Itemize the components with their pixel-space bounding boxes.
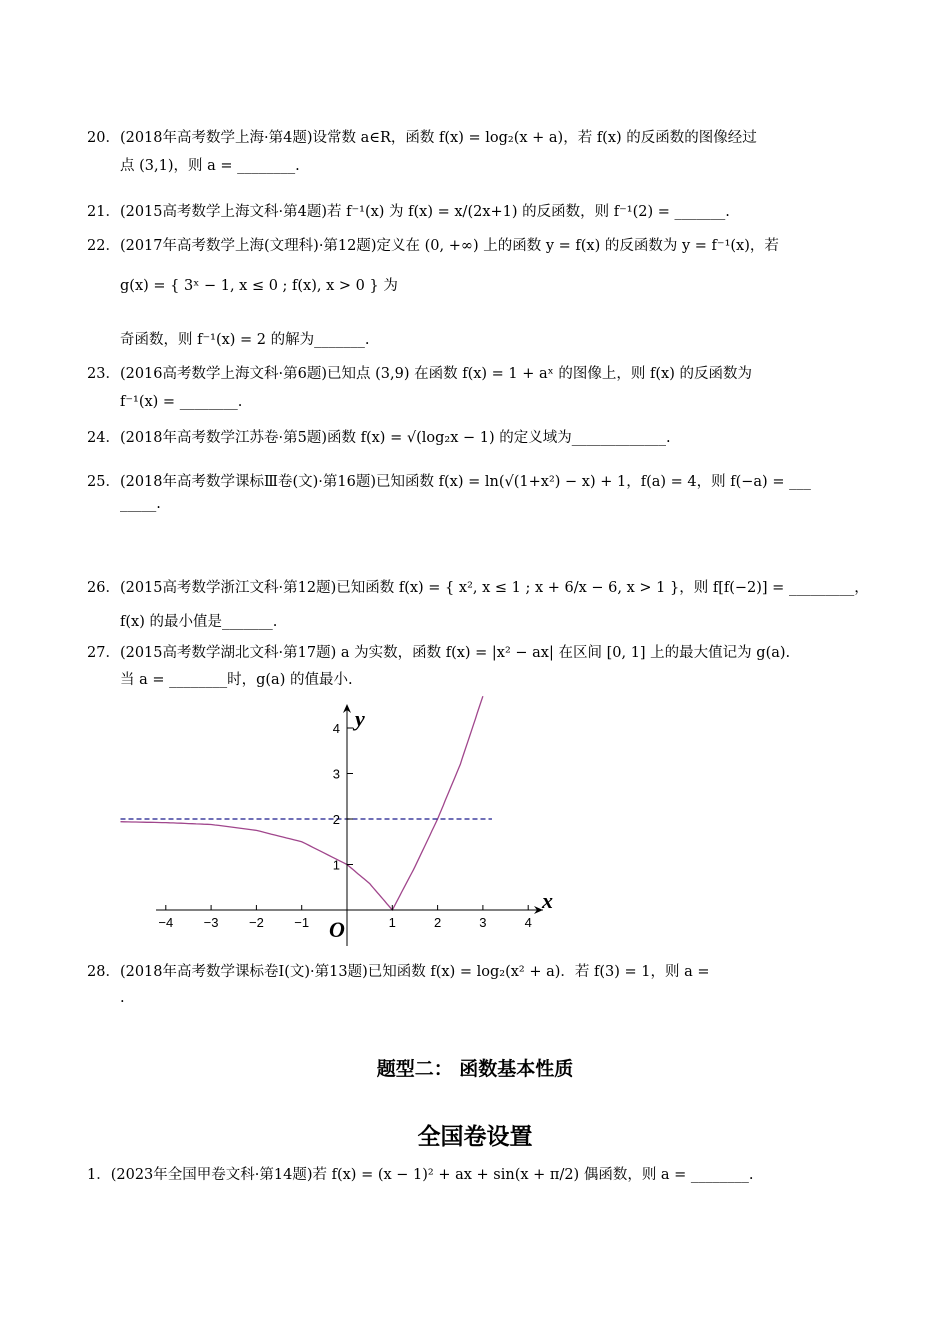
q20-line1: 20．(2018年高考数学上海·第4题)设常数 a∈R，函数 f(x) = log₂(x + a)，若 f(x) 的反函数的图像经过 bbox=[87, 130, 757, 146]
q23-line1: 23．(2016高考数学上海文科·第6题)已知点 (3,9) 在函数 f(x) = 1 + aˣ 的图像上，则 f(x) 的反函数为 bbox=[87, 366, 752, 382]
q26-line1: 26．(2015高考数学浙江文科·第12题)已知函数 f(x) = { x², x ≤ 1 ; x + 6/x − 6, x > 1 }，则 f[f(−2)] = _________， bbox=[87, 580, 869, 596]
q25-line1: 25．(2018年高考数学课标Ⅲ卷(文)·第16题)已知函数 f(x) = ln(√(1+x²) − x) + 1，f(a) = 4，则 f(−a) = ___ bbox=[87, 474, 811, 490]
q28-line2: . bbox=[120, 990, 125, 1006]
x-axis-label: x bbox=[542, 888, 553, 913]
function-graph bbox=[118, 686, 558, 946]
series-line-0 bbox=[121, 696, 483, 910]
section-title: 全国卷设置 bbox=[417, 1124, 533, 1150]
x-tick-label-2: −2 bbox=[248, 915, 264, 930]
q1-line1: 1．(2023年全国甲卷文科·第14题)若 f(x) = (x − 1)² + ax + sin(x + π/2) 偶函数，则 a = ________. bbox=[87, 1167, 754, 1183]
q24-line1: 24．(2018年高考数学江苏卷·第5题)函数 f(x) = √(log₂x − 1) 的定义域为_____________. bbox=[87, 430, 671, 446]
q27-line1: 27．(2015高考数学湖北文科·第17题) a 为实数，函数 f(x) = |x² − ax| 在区间 [0, 1] 上的最大值记为 g(a). bbox=[87, 645, 791, 661]
q28-line1: 28．(2018年高考数学课标卷Ⅰ(文)·第13题)已知函数 f(x) = log₂(x² + a)．若 f(3) = 1，则 a = bbox=[87, 964, 710, 980]
q22-line1: 22．(2017年高考数学上海(文理科)·第12题)定义在 (0, +∞) 上的函数 y = f(x) 的反函数为 y = f⁻¹(x)，若 bbox=[87, 238, 779, 254]
section-subtitle: 题型二： 函数基本性质 bbox=[376, 1058, 574, 1080]
origin-label: O bbox=[329, 917, 345, 942]
q21-line1: 21．(2015高考数学上海文科·第4题)若 f⁻¹(x) 为 f(x) = x/(2x+1) 的反函数，则 f⁻¹(2) = _______. bbox=[87, 204, 730, 220]
y-tick-label-2: 3 bbox=[332, 766, 340, 782]
q25-line2: _____. bbox=[120, 496, 161, 512]
x-tick-label-4: 1 bbox=[388, 915, 396, 930]
q20-line2: 点 (3,1)，则 a = ________. bbox=[120, 158, 300, 174]
y-axis-label: y bbox=[355, 706, 365, 731]
x-tick-label-3: −1 bbox=[294, 915, 310, 930]
y-tick-label-3: 4 bbox=[332, 721, 340, 736]
y-tick-label-0: 1 bbox=[332, 857, 340, 873]
x-tick-label-5: 2 bbox=[433, 915, 442, 930]
q22-line3: 奇函数，则 f⁻¹(x) = 2 的解为_______. bbox=[120, 332, 370, 348]
x-tick-label-1: −3 bbox=[203, 915, 219, 930]
q22-line2: g(x) = { 3ˣ − 1, x ≤ 0 ; f(x), x > 0 } 为 bbox=[120, 278, 398, 294]
q26-line2: f(x) 的最小值是_______. bbox=[120, 614, 278, 630]
x-tick-label-7: 4 bbox=[524, 915, 532, 930]
q27-line2: 当 a = ________时，g(a) 的值最小. bbox=[120, 672, 353, 688]
x-tick-label-6: 3 bbox=[479, 915, 487, 930]
q23-line2: f⁻¹(x) = ________. bbox=[120, 394, 243, 410]
x-tick-label-0: −4 bbox=[158, 915, 174, 930]
y-tick-label-1: 2 bbox=[332, 812, 340, 827]
